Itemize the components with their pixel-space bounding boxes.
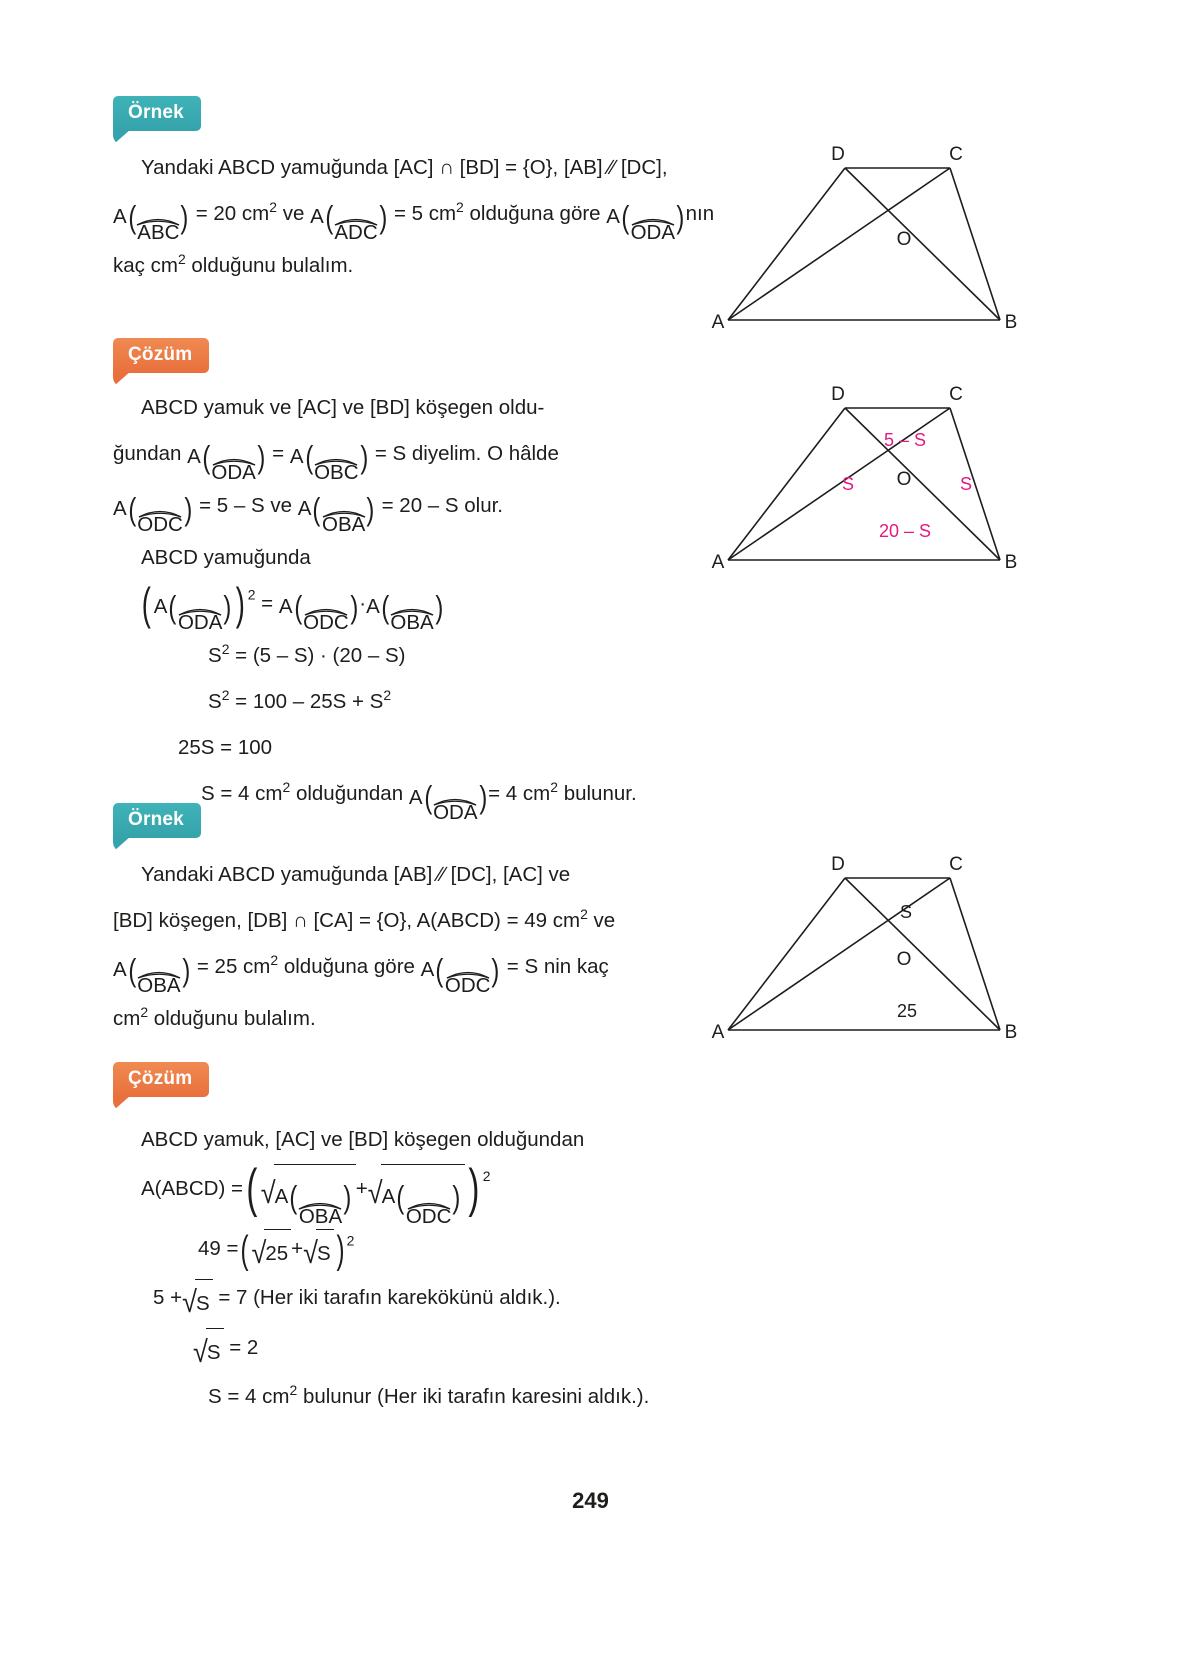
- sqrt-25: √25: [251, 1229, 291, 1276]
- area-fn-oba-3-A: A: [113, 958, 127, 982]
- area-fn-abc: A( ABC ): [113, 194, 190, 243]
- fig1-label-O: O: [896, 229, 912, 250]
- area-fn-oba-1-label: OBA: [322, 512, 366, 536]
- example-1-eq-1: = 20 cm: [195, 202, 270, 225]
- example-2-line-4-pre: cm: [113, 1007, 141, 1031]
- example-2-body: [113, 852, 713, 1042]
- example-2-line-4-sup: 2: [140, 1004, 149, 1021]
- area-fn-obc-label: OBC: [314, 460, 359, 484]
- solution-2-line-2-plus: +: [355, 1177, 368, 1200]
- example-1-sup-2: 2: [456, 199, 464, 216]
- example-1-line-2: [113, 191, 713, 243]
- example-1-line-1: [113, 145, 713, 191]
- solution-2-tag: Çözüm: [113, 1062, 209, 1097]
- sqrt-oba: √A( OBA ): [261, 1164, 356, 1227]
- area-fn-oba-2: A( OBA ): [366, 584, 444, 633]
- fig2-label-A: A: [711, 552, 725, 573]
- area-fn-oda-3-A: A: [153, 595, 168, 619]
- fig1-label-C: C: [949, 144, 963, 165]
- area-fn-odc-2-label: ODC: [303, 610, 349, 634]
- solution-2-body: [113, 1118, 733, 1419]
- example-1-line-3-pre: kaç cm: [113, 254, 178, 278]
- area-fn-obc: A( OBC ): [290, 434, 369, 483]
- solution-2-line-3-lhs: 49 =: [198, 1237, 239, 1261]
- example-1-tag: Örnek: [113, 96, 201, 131]
- fig3-area-bottom: 25: [896, 1001, 918, 1021]
- seg-db: [845, 168, 1000, 320]
- sqrt-odc: √A( ODC ): [368, 1164, 465, 1227]
- area-fn-adc-label: ADC: [334, 220, 378, 244]
- solution-2-line-4: [113, 1276, 733, 1325]
- seg-ac: [728, 168, 950, 320]
- area-fn-oba-1-A: A: [297, 497, 312, 521]
- solution-2-line-1: [113, 1118, 733, 1162]
- area-fn-adc-A: A: [310, 205, 324, 229]
- fig1-label-B: B: [1004, 312, 1018, 333]
- solution-1-line-3-eq1: = 5 – S: [199, 494, 265, 518]
- fig3-area-top: S: [899, 902, 913, 922]
- area-fn-oba-2-label: OBA: [390, 610, 434, 634]
- solution-1-line-3-ve: ve: [270, 494, 293, 518]
- sqrt-s-1-value: S: [316, 1229, 334, 1276]
- area-fn-odc-3-label: ODC: [444, 973, 491, 997]
- solution-2-line-4-eq: = 7: [218, 1286, 248, 1310]
- example-2-line-3-mid: olduğuna göre: [283, 955, 415, 978]
- solution-1-line-8-text: 25S = 100: [178, 736, 273, 760]
- seg-da: [728, 878, 845, 1030]
- area-fn-adc: A( ADC ): [310, 194, 388, 243]
- example-1-line-1a: Yandaki ABCD yamuğunda: [141, 156, 388, 179]
- solution-1-line-7-lsup: 2: [221, 687, 230, 704]
- figure-1: [700, 130, 1030, 340]
- sqrt-oba-A: A: [274, 1185, 289, 1209]
- solution-1-line-9: [113, 771, 713, 823]
- area-fn-odc-2: A( ODC ): [279, 584, 359, 633]
- solution-1-line-6-lsup: 2: [221, 641, 230, 658]
- area-fn-oba-3-label: OBA: [137, 973, 181, 997]
- example-2-line-2: [113, 898, 713, 944]
- solution-1-line-7-rsup: 2: [383, 687, 392, 704]
- example-2-tag-wrap: [113, 803, 201, 838]
- sqrt-oba-label: OBA: [298, 1204, 343, 1228]
- solution-1-line-2-tail: = S diyelim. O hâlde: [374, 442, 559, 465]
- area-fn-oda-4-label: ODA: [433, 801, 478, 825]
- example-2-line-3: [113, 944, 713, 996]
- solution-2-tag-wrap: [113, 1062, 209, 1097]
- solution-1-line-5: ( A( ODA )) $^2$ = A( ODC )·A( OBA ): [141, 580, 443, 634]
- example-1-tag-wrap: [113, 96, 201, 131]
- solution-1-line-9-pre: S = 4 cm: [201, 782, 283, 806]
- solution-1-line-9-mid: olduğundan: [295, 782, 404, 806]
- area-fn-abc-A: A: [113, 205, 127, 229]
- solution-1-line-7-rhs: = 100 – 25S + S: [235, 690, 384, 714]
- seg-da: [728, 168, 845, 320]
- fig1-label-A: A: [711, 312, 725, 333]
- area-fn-oda-4: A( ODA ): [409, 775, 488, 824]
- solution-1-tag: Çözüm: [113, 338, 209, 373]
- fig2-label-O: O: [896, 469, 912, 490]
- area-fn-oda-1-label: ODA: [630, 220, 676, 244]
- solution-1-line-6: [113, 633, 713, 679]
- example-2-line-2-post: ve: [593, 909, 616, 932]
- solution-2-line-3-plus: +: [291, 1237, 304, 1261]
- example-1-eq-2: = 5 cm: [393, 202, 457, 225]
- area-fn-oba-3: A( OBA ): [113, 947, 191, 996]
- solution-1-line-9-sup1: 2: [282, 779, 291, 796]
- area-fn-oda-1-A: A: [606, 205, 620, 229]
- area-fn-oda-2-A: A: [187, 445, 201, 469]
- example-2-line-3-sup1: 2: [270, 952, 279, 969]
- example-1-line-3: [113, 243, 713, 289]
- page-number: 249: [572, 1488, 609, 1513]
- solution-2-line-6-post: bulunur (Her iki tarafın karesini aldık.).: [302, 1384, 650, 1408]
- solution-1-line-4-text: ABCD yamuğunda: [141, 546, 311, 570]
- area-fn-abc-label: ABC: [137, 220, 180, 244]
- solution-1-line-2: [113, 431, 713, 483]
- example-1-line-3-sup: 2: [177, 251, 186, 268]
- solution-1-line-5-dot: ·: [359, 592, 367, 616]
- seg-da: [728, 408, 845, 560]
- example-2-line-1: [113, 852, 713, 898]
- fig2-area-left: S: [841, 474, 855, 494]
- solution-2-line-3-sup: 2: [346, 1232, 355, 1249]
- fig3-label-O: O: [896, 949, 912, 970]
- solution-2-line-6-pre: S = 4 cm: [208, 1384, 290, 1408]
- solution-2-line-4-note: (Her iki tarafın karekökünü aldık.).: [253, 1286, 561, 1310]
- solution-1-line-6-lhs: S: [208, 644, 222, 668]
- area-fn-odc-1: A( ODC ): [113, 486, 193, 535]
- example-2-line-2-pre: [BD] köşegen, [DB] ∩ [CA] = {O}, A(ABCD) = 49 cm: [113, 909, 581, 932]
- solution-1-line-5-sup: 2: [247, 586, 256, 603]
- solution-1-line-7-lhs: S: [208, 690, 222, 714]
- solution-1-line-9-sup2: 2: [550, 779, 558, 796]
- solution-1-line-2-eq: =: [272, 442, 285, 465]
- solution-1-line-3: [113, 483, 713, 535]
- area-fn-odc-1-label: ODC: [137, 512, 183, 536]
- seg-cb: [950, 408, 1000, 560]
- solution-2-line-2-lhs: A(ABCD) =: [141, 1177, 243, 1200]
- example-1-suffix: nın: [685, 202, 715, 225]
- solution-2-line-2: A(ABCD) =( √A( OBA ) +√A( ODC ) ) $^2$: [141, 1158, 491, 1228]
- solution-2-line-5: [113, 1326, 733, 1375]
- sqrt-odc-A: A: [381, 1185, 396, 1209]
- fig2-label-D: D: [831, 384, 845, 405]
- sqrt-s-3-value: S: [206, 1328, 224, 1375]
- solution-1-line-3-eq2: = 20 – S olur.: [381, 494, 504, 518]
- seg-cb: [950, 878, 1000, 1030]
- area-fn-oda-2-label: ODA: [211, 460, 256, 484]
- area-fn-oda-2: A( ODA ): [187, 434, 266, 483]
- solution-1-line-4: [113, 535, 713, 581]
- fig2-label-C: C: [949, 384, 963, 405]
- area-fn-oba-2-A: A: [366, 595, 380, 619]
- seg-db: [845, 878, 1000, 1030]
- solution-2-line-2-sup: 2: [482, 1168, 491, 1185]
- example-2-line-2-sup: 2: [580, 906, 588, 923]
- solution-2-line-5-eq: = 2: [229, 1335, 259, 1359]
- example-2-line-1-text: Yandaki ABCD yamuğunda [AB] ∕∕ [DC], [AC] ve: [141, 863, 571, 886]
- solution-1-tag-wrap: [113, 338, 209, 373]
- seg-cb: [950, 168, 1000, 320]
- solution-2-line-6-sup: 2: [289, 1381, 298, 1398]
- solution-1-line-2-pre: ğundan: [113, 442, 182, 465]
- solution-1-line-1: [113, 385, 713, 431]
- example-1-body: [113, 145, 713, 289]
- example-2-line-4: [113, 996, 713, 1042]
- fig3-label-A: A: [711, 1022, 725, 1043]
- sqrt-odc-label: ODC: [405, 1204, 452, 1228]
- fig3-label-D: D: [831, 854, 845, 875]
- solution-1-line-1-text: ABCD yamuk ve [AC] ve [BD] köşegen oldu-: [141, 396, 545, 419]
- sqrt-s-3: √S: [193, 1328, 224, 1375]
- solution-1-line-5-eq: =: [261, 592, 274, 616]
- fig2-area-right: S: [959, 474, 973, 494]
- example-2-tag: Örnek: [113, 803, 201, 838]
- solution-1-line-9-post: = 4 cm: [488, 782, 551, 806]
- fig3-label-B: B: [1004, 1022, 1018, 1043]
- area-fn-odc-3-A: A: [420, 958, 435, 982]
- sqrt-s-1: √S: [303, 1229, 334, 1276]
- solution-1-body: [113, 385, 713, 824]
- solution-1-line-6-rhs: = (5 – S) · (20 – S): [235, 644, 406, 668]
- area-fn-oda-3: A( ODA ): [154, 584, 233, 633]
- figure-3: [700, 840, 1030, 1050]
- area-fn-oda-1: A( ODA ): [606, 194, 685, 243]
- example-1-tail: olduğuna göre: [469, 202, 601, 225]
- fig2-label-B: B: [1004, 552, 1018, 573]
- area-fn-odc-2-A: A: [278, 595, 293, 619]
- sqrt-s-2: √S: [182, 1279, 213, 1326]
- example-2-line-4-post: olduğunu bulalım.: [153, 1007, 316, 1031]
- example-1-sup-1: 2: [269, 199, 277, 216]
- fig3-label-C: C: [949, 854, 963, 875]
- area-fn-odc-1-A: A: [113, 497, 127, 521]
- fig2-area-bottom: 20 – S: [878, 521, 932, 541]
- area-fn-oba-1: A( OBA ): [298, 486, 376, 535]
- solution-1-line-7: [113, 679, 713, 725]
- solution-1-line-9-tail: bulunur.: [563, 782, 637, 806]
- solution-2-line-3: 49 =(√25 +√S ) $^2$: [113, 1227, 733, 1276]
- solution-2-line-4-pre: 5 +: [153, 1286, 183, 1310]
- fig1-label-D: D: [831, 144, 845, 165]
- solution-1-line-8: [113, 725, 713, 771]
- solution-2-line-6: [113, 1375, 733, 1419]
- figure-2: [700, 370, 1030, 580]
- example-1-line-3-post: olduğunu bulalım.: [191, 254, 354, 278]
- area-fn-obc-A: A: [289, 445, 304, 469]
- example-2-line-3-eq1: = 25 cm: [196, 955, 271, 978]
- example-2-line-3-tail: = S nin kaç: [506, 955, 609, 978]
- area-fn-odc-3: A( ODC ): [421, 947, 501, 996]
- area-fn-oda-3-label: ODA: [177, 610, 223, 634]
- area-fn-oda-4-A: A: [408, 785, 423, 809]
- solution-2-line-1-text: ABCD yamuk, [AC] ve [BD] köşegen olduğundan: [141, 1128, 585, 1151]
- example-1-ve: ve: [282, 202, 305, 225]
- example-1-line-1b: [AC] ∩ [BD] = {O}, [AB] ∕∕ [DC],: [393, 156, 668, 179]
- sqrt-25-value: 25: [264, 1229, 291, 1276]
- sqrt-s-2-value: S: [195, 1279, 213, 1326]
- fig2-area-top: 5 – S: [883, 430, 927, 450]
